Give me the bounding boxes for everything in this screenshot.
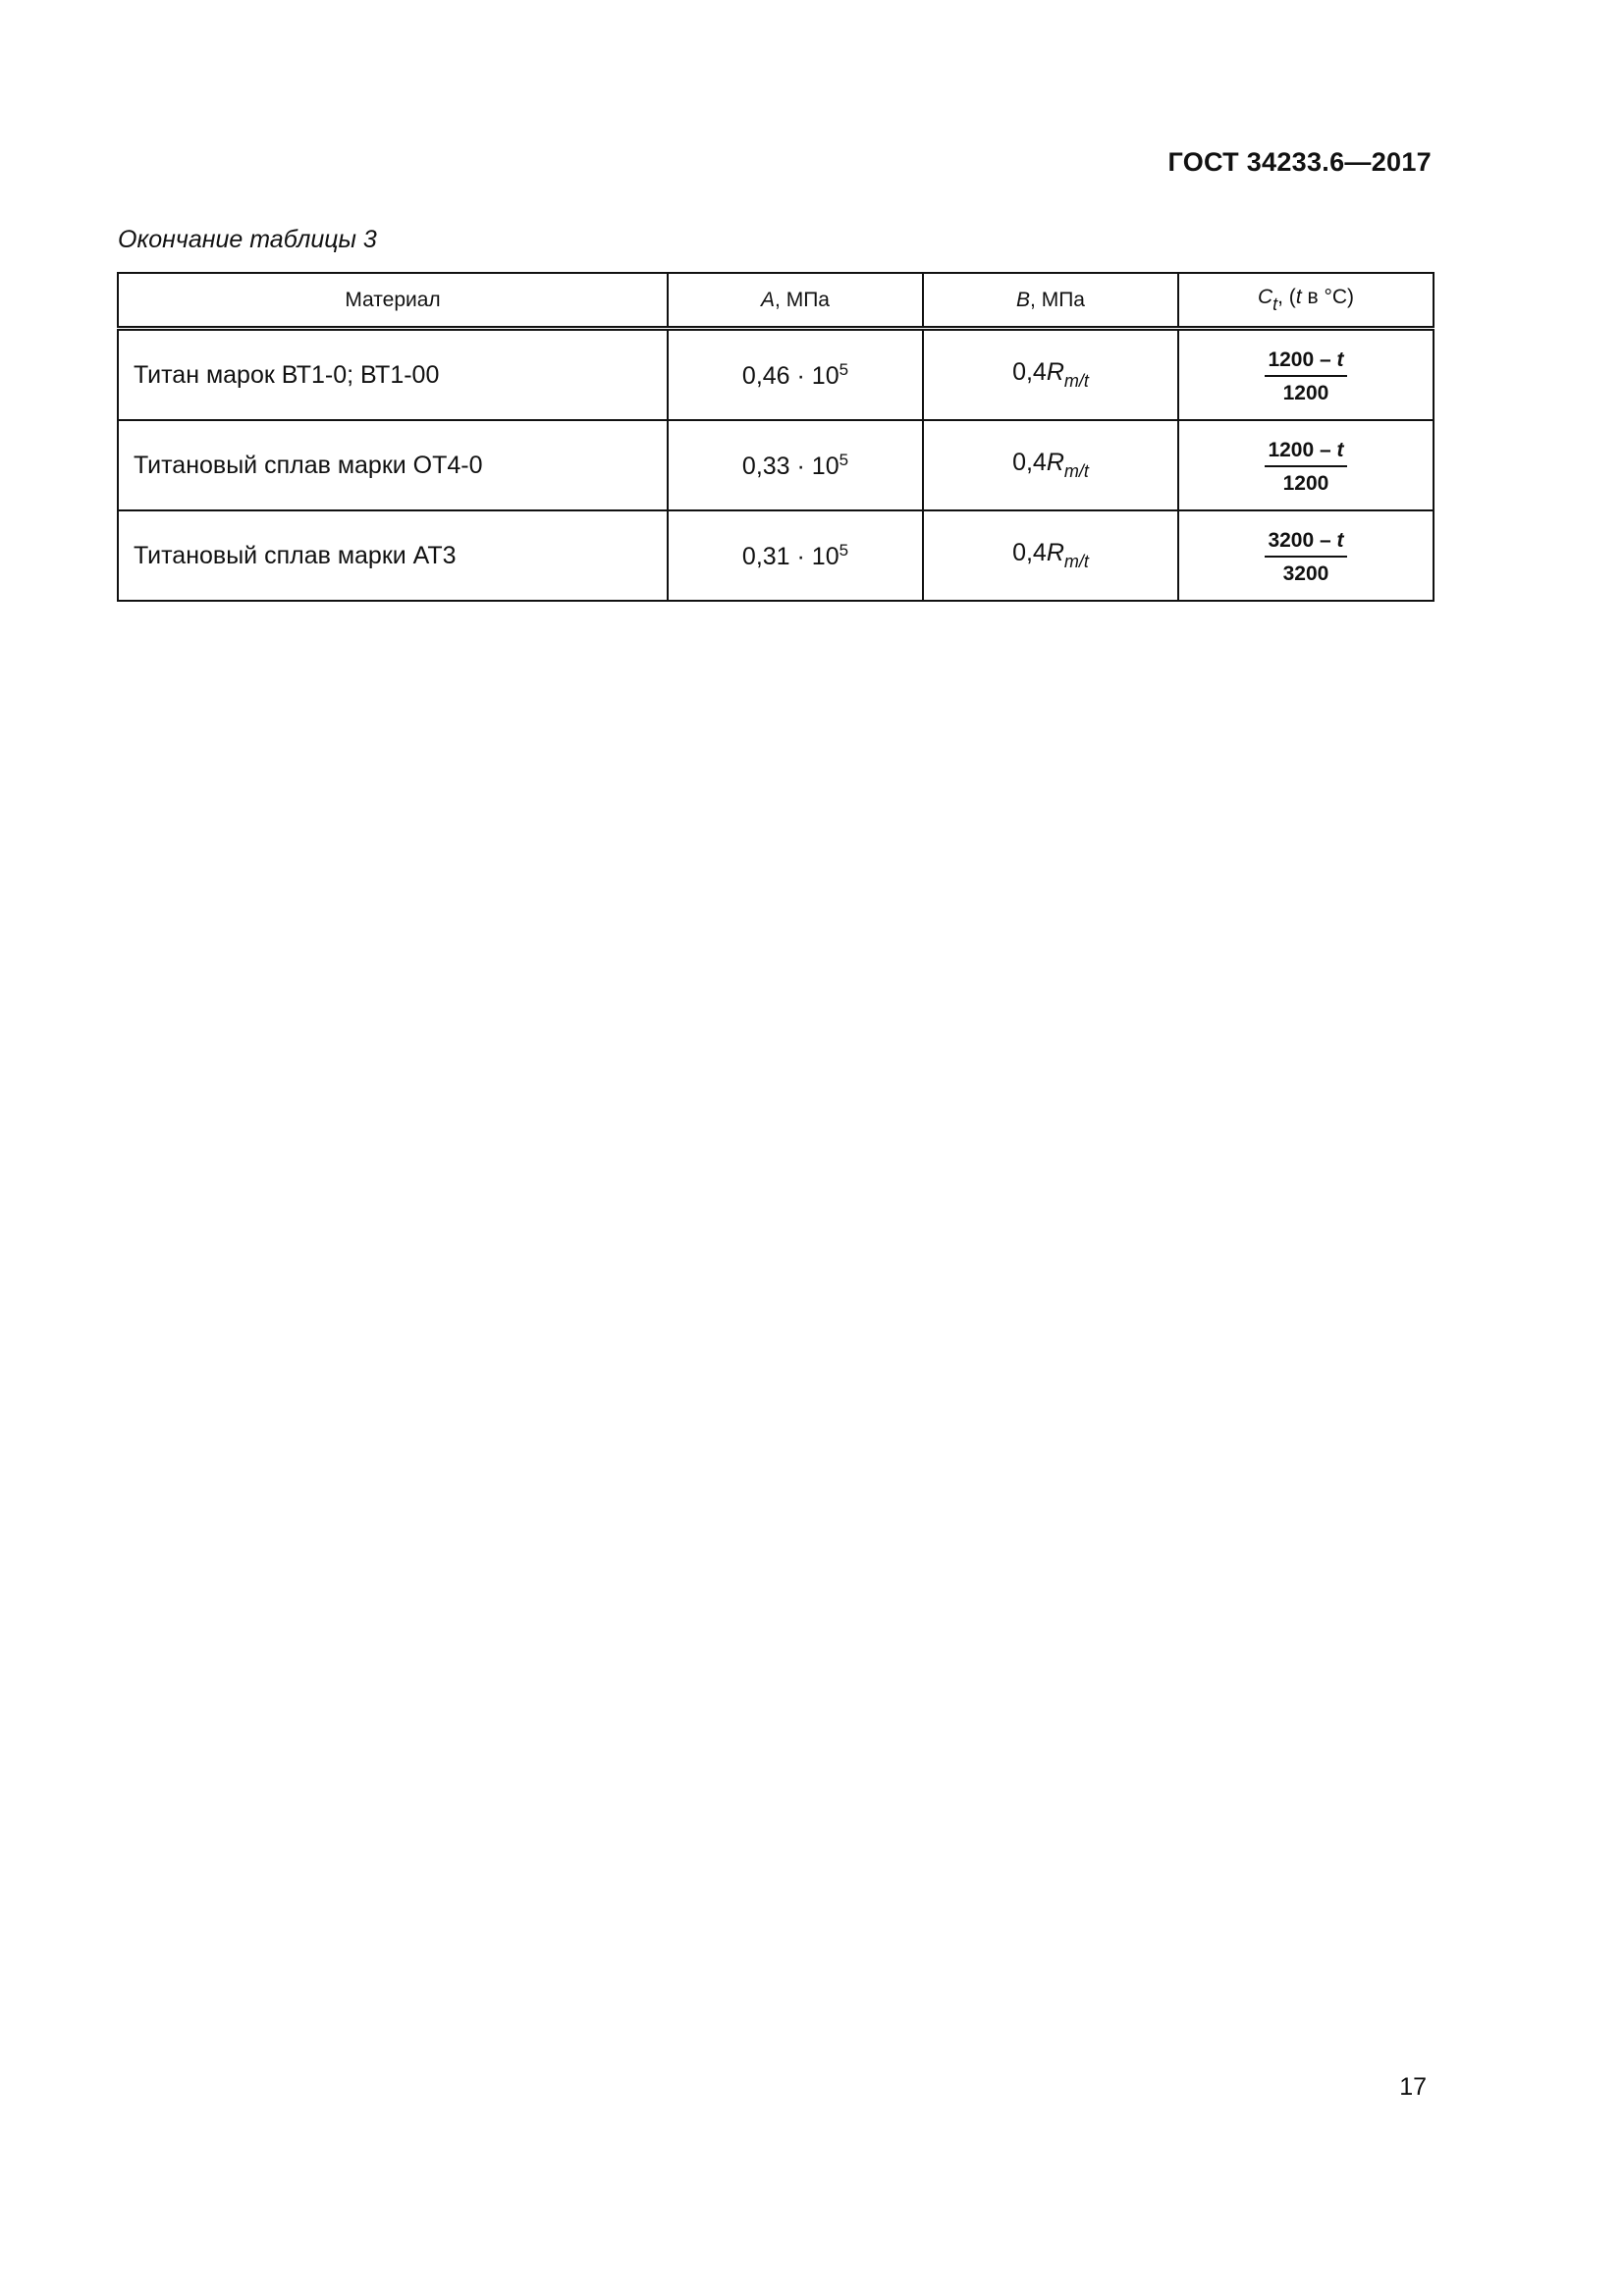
c-num-variable: t bbox=[1336, 438, 1344, 461]
c-numerator: 1200 – t bbox=[1265, 439, 1346, 467]
b-symbol: R bbox=[1046, 358, 1064, 386]
c-numerator: 3200 – t bbox=[1265, 529, 1346, 558]
symbol-b: B bbox=[1016, 288, 1031, 311]
c-num-variable: t bbox=[1336, 528, 1344, 552]
column-header-a bbox=[668, 273, 923, 329]
unit-b: , МПа bbox=[1030, 288, 1085, 311]
a-exponent: 5 bbox=[839, 450, 849, 469]
symbol-c-subscript: t bbox=[1272, 294, 1278, 314]
table-row bbox=[118, 510, 1434, 601]
c-header-close: в °С) bbox=[1301, 285, 1355, 308]
table-row bbox=[118, 329, 1434, 421]
c-fraction bbox=[1265, 348, 1346, 405]
b-subscript: m/t bbox=[1063, 461, 1089, 481]
cell-a bbox=[668, 420, 923, 510]
c-numerator: 1200 – t bbox=[1265, 348, 1346, 377]
cell-b bbox=[923, 510, 1178, 601]
b-symbol: R bbox=[1046, 539, 1064, 566]
materials-table bbox=[117, 272, 1435, 602]
column-header-b bbox=[923, 273, 1178, 329]
table-caption: Окончание таблицы 3 bbox=[118, 226, 377, 253]
column-header-material bbox=[118, 273, 668, 329]
c-denominator: 1200 bbox=[1282, 382, 1329, 404]
c-fraction bbox=[1265, 439, 1346, 496]
cell-b bbox=[923, 329, 1178, 421]
symbol-a: A bbox=[761, 288, 776, 311]
cell-c bbox=[1178, 329, 1434, 421]
c-num-value: 1200 bbox=[1268, 347, 1315, 371]
c-num-value: 3200 bbox=[1268, 528, 1315, 552]
c-denominator: 3200 bbox=[1282, 562, 1329, 585]
b-subscript: m/t bbox=[1063, 371, 1089, 391]
table-row bbox=[118, 420, 1434, 510]
c-header-open: , ( bbox=[1277, 285, 1296, 308]
column-header-material-label: Материал bbox=[345, 288, 441, 311]
document-code: ГОСТ 34233.6—2017 bbox=[1167, 147, 1432, 177]
c-denominator: 1200 bbox=[1282, 472, 1329, 495]
a-exponent: 5 bbox=[839, 540, 849, 560]
table-header-row bbox=[118, 273, 1434, 329]
a-exponent: 5 bbox=[839, 359, 849, 379]
c-header-t: t bbox=[1295, 285, 1302, 308]
cell-a bbox=[668, 329, 923, 421]
b-coef: 0,4 bbox=[1012, 449, 1047, 476]
cell-material: Титан марок ВТ1-0; ВТ1-00 bbox=[118, 329, 668, 421]
cell-c bbox=[1178, 420, 1434, 510]
b-symbol: R bbox=[1046, 449, 1064, 476]
a-mantissa: 0,46 · 10 bbox=[741, 361, 839, 390]
c-fraction bbox=[1265, 529, 1346, 586]
cell-b bbox=[923, 420, 1178, 510]
b-coef: 0,4 bbox=[1012, 358, 1047, 386]
unit-a: , МПа bbox=[775, 288, 830, 311]
c-num-value: 1200 bbox=[1268, 438, 1315, 461]
page-number: 17 bbox=[1399, 2073, 1427, 2101]
cell-a bbox=[668, 510, 923, 601]
column-header-c bbox=[1178, 273, 1434, 329]
cell-c bbox=[1178, 510, 1434, 601]
a-mantissa: 0,31 · 10 bbox=[741, 542, 839, 570]
b-coef: 0,4 bbox=[1012, 539, 1047, 566]
b-subscript: m/t bbox=[1063, 552, 1089, 571]
a-mantissa: 0,33 · 10 bbox=[741, 452, 839, 480]
symbol-c: C bbox=[1257, 285, 1273, 308]
cell-material: Титановый сплав марки ОТ4-0 bbox=[118, 420, 668, 510]
cell-material: Титановый сплав марки АТ3 bbox=[118, 510, 668, 601]
c-num-variable: t bbox=[1336, 347, 1344, 371]
